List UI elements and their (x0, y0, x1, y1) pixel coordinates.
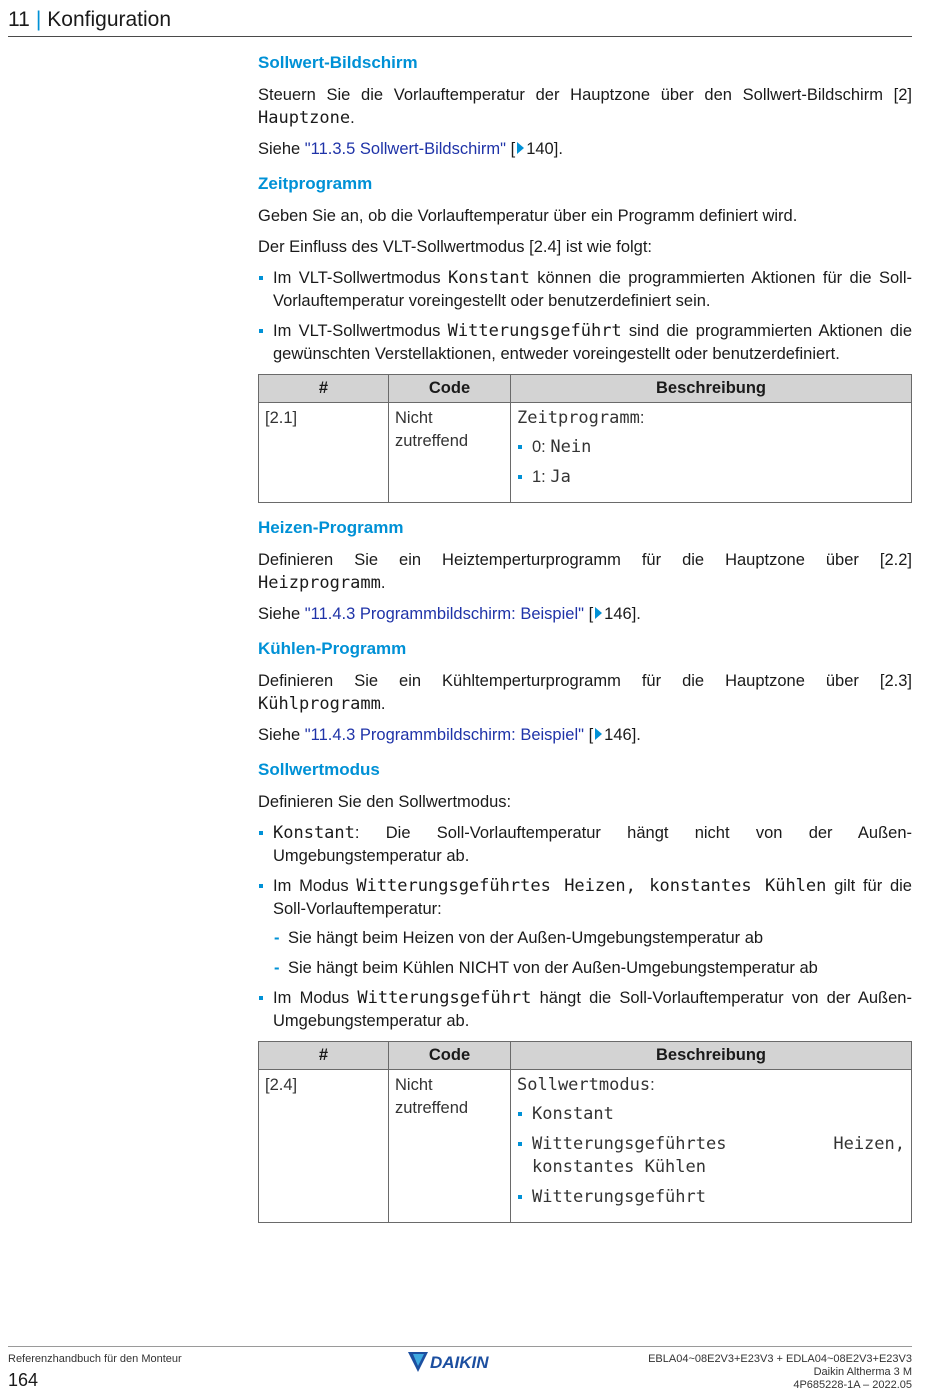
page-ref: 146 (604, 726, 632, 744)
list-item (517, 436, 905, 459)
footer-product-line: Daikin Altherma 3 M (813, 1366, 912, 1378)
column-header: Code (389, 375, 511, 403)
code-term: Nein (550, 437, 592, 457)
text: . (380, 574, 386, 592)
code-term: Hauptzone (258, 108, 351, 128)
table-cell-id: [2.4] (259, 1070, 389, 1223)
page-ref: 146 (604, 605, 632, 623)
text: Heizen, (833, 1134, 905, 1154)
text: Im Modus (273, 877, 357, 895)
option-number: 1: (532, 468, 551, 486)
see-reference (258, 603, 912, 626)
bullet-list (258, 267, 912, 366)
list-item: Konstant (517, 1103, 905, 1126)
table-cell-code: Nicht zutreffend (389, 1070, 511, 1223)
section-heading: Sollwertmodus (258, 760, 380, 779)
cross-reference-link[interactable]: "11.4.3 Programmbildschirm: Beispiel" (304, 726, 584, 744)
daikin-logo-icon (408, 1352, 512, 1372)
footer-divider (8, 1346, 912, 1347)
column-header: # (259, 375, 389, 403)
page-number: 164 (8, 1370, 39, 1390)
section-heading: Zeitprogramm (258, 174, 373, 193)
text: Siehe (258, 605, 305, 623)
table-cell-description (511, 1070, 912, 1223)
section-sollwert-bildschirm (258, 52, 912, 161)
text: Im VLT-Sollwertmodus (273, 269, 448, 287)
section-paragraph: Definieren Sie den Sollwertmodus: (258, 793, 512, 811)
settings-table (258, 374, 912, 503)
page-arrow-icon (517, 142, 524, 154)
code-term: Heizprogramm (258, 573, 381, 593)
code-term: Konstant (448, 268, 530, 288)
code-term: Witterungsgeführt (357, 988, 532, 1008)
option-number: 0: (532, 438, 551, 456)
page-header (8, 6, 912, 37)
text: ]. (631, 726, 641, 744)
code-term: Kühlprogramm (258, 694, 381, 714)
text: Witterungsgeführtes (532, 1134, 727, 1154)
list-item: - Sie hängt beim Kühlen NICHT von der Außen-Umgebungstemperatur ab (273, 957, 912, 980)
section-paragraph: Geben Sie an, ob die Vorlauftemperatur über ein Programm definiert wird. (258, 207, 798, 225)
section-paragraph (258, 670, 912, 716)
sub-list (273, 927, 912, 980)
code-term: Konstant (273, 823, 355, 843)
list-item (258, 320, 912, 366)
text: [ (583, 605, 594, 623)
code-term: Witterungsgeführtes Heizen, konstantes Kühlen (356, 876, 827, 896)
table-row (259, 1070, 912, 1223)
text: gilt für die Soll-Vorlauftemperatur: (273, 877, 912, 918)
column-header: # (259, 1042, 389, 1070)
cross-reference-link[interactable]: "11.4.3 Programmbildschirm: Beispiel" (304, 605, 584, 623)
main-content (258, 52, 912, 1237)
section-kuehlen-programm (258, 638, 912, 747)
text: können die programmierten Aktionen für die Soll-Vorlauftemperatur voreingestellt oder benutzerdefiniert sein. (273, 269, 912, 310)
page-ref: 140 (526, 140, 554, 158)
code-term: Sollwertmodus (517, 1075, 651, 1095)
text: . (350, 109, 355, 127)
text: Definieren Sie ein Kühltemperturprogramm für die Hauptzone über [2.3] (258, 672, 912, 690)
cross-reference-link[interactable]: "11.3.5 Sollwert-Bildschirm" (304, 140, 507, 158)
section-heading: Kühlen-Programm (258, 639, 407, 658)
section-paragraph: Der Einfluss des VLT-Sollwertmodus [2.4] ist wie folgt: (258, 238, 653, 256)
section-zeitprogramm (258, 173, 912, 503)
section-heading: Heizen-Programm (258, 518, 404, 537)
text: sind die programmierten Aktionen die gewünschten Verstellaktionen, entweder voreingestellt oder benutzerdefiniert. (273, 322, 912, 363)
list-item (517, 1133, 905, 1179)
text: Steuern Sie die Vorlauftemperatur der Hauptzone über den Sollwert-Bildschirm [2] (258, 86, 912, 104)
daikin-logo (408, 1352, 512, 1377)
chapter-number: 11 (8, 8, 30, 31)
option-line: konstantes Kühlen (532, 1157, 706, 1177)
text: ]. (553, 140, 563, 158)
bullet-list (258, 822, 912, 1033)
chapter-title: Konfiguration (47, 8, 172, 31)
text: Im Modus (273, 989, 358, 1007)
table-cell-id: [2.1] (259, 403, 389, 503)
text: ]. (631, 605, 641, 623)
text: : (639, 409, 645, 427)
section-heading: Sollwert-Bildschirm (258, 53, 418, 72)
option-line (532, 1133, 905, 1156)
table-header-row (259, 375, 912, 403)
list-item (258, 822, 912, 868)
see-reference (258, 138, 912, 161)
list-item (517, 466, 905, 489)
see-reference (258, 724, 912, 747)
table-cell-code: Nicht zutreffend (389, 403, 511, 503)
settings-table (258, 1041, 912, 1223)
footer-doc-number: 4P685228-1A – 2022.05 (793, 1379, 912, 1391)
code-term: Zeitprogramm (517, 408, 640, 428)
footer-manual-title: Referenzhandbuch für den Monteur (8, 1353, 182, 1365)
text: : (650, 1076, 655, 1094)
column-header: Code (389, 1042, 511, 1070)
section-heizen-programm (258, 517, 912, 626)
footer-model-line: EBLA04~08E2V3+E23V3 + EDLA04~08E2V3+E23V3 (648, 1353, 912, 1365)
text: Definieren Sie ein Heiztemperturprogramm für die Hauptzone über [2.2] (258, 551, 912, 569)
option-list (517, 436, 905, 489)
text: . (380, 695, 386, 713)
section-sollwertmodus (258, 759, 912, 1223)
header-separator: | (35, 8, 42, 31)
text: [ (506, 140, 516, 158)
option-list (517, 1103, 905, 1209)
text: hängt die Soll-Vorlauftemperatur von der Außen-Umgebungstemperatur ab. (273, 989, 912, 1030)
list-item (258, 875, 912, 980)
code-term: Witterungsgeführt (447, 321, 622, 341)
section-paragraph (258, 549, 912, 595)
page-arrow-icon (595, 728, 602, 740)
code-term: Ja (550, 467, 571, 487)
logo-text: DAIKIN (430, 1353, 489, 1372)
page-arrow-icon (595, 607, 602, 619)
table-header-row (259, 1042, 912, 1070)
table-cell-description (511, 403, 912, 503)
column-header: Beschreibung (511, 375, 912, 403)
text: Siehe (258, 140, 305, 158)
text: Im VLT-Sollwertmodus (273, 322, 448, 340)
text: [ (583, 726, 594, 744)
column-header: Beschreibung (511, 1042, 912, 1070)
text: Siehe (258, 726, 305, 744)
text: : Die Soll-Vorlauftemperatur hängt nicht von der Außen-Umgebungstemperatur ab. (273, 824, 912, 865)
footer-model-info (648, 1353, 912, 1392)
section-paragraph (258, 84, 912, 130)
list-item (258, 987, 912, 1033)
table-row (259, 403, 912, 503)
list-item (258, 267, 912, 313)
list-item: - Sie hängt beim Heizen von der Außen-Umgebungstemperatur ab (273, 927, 912, 950)
list-item: Witterungsgeführt (517, 1186, 905, 1209)
